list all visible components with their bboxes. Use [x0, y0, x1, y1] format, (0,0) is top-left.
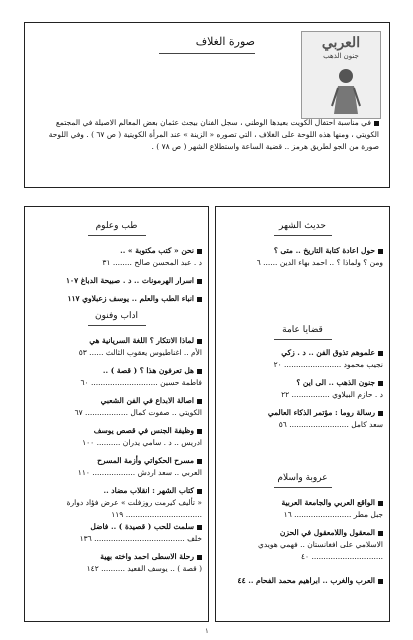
woman-figure-icon	[326, 66, 366, 116]
bullet-icon	[378, 249, 383, 254]
bullet-icon	[378, 411, 383, 416]
bullet-icon	[197, 525, 202, 530]
bullet-icon	[378, 381, 383, 386]
entry-title: علموهم تذوق الفن .. د . زكي	[281, 348, 375, 357]
entry-author-page: ادريس .. د . سامي يدران .......... ١٠٠	[82, 438, 202, 447]
toc-entry[interactable]	[31, 455, 202, 479]
cover-section	[24, 22, 390, 188]
section-title: طب وعلوم	[95, 221, 138, 231]
entry-title: المعقول واللامعقول في الحزن	[279, 528, 375, 537]
toc-entry[interactable]	[31, 521, 202, 545]
cover-description: في مناسبة احتفال الكويت بعيدها الوطني ، سجل الفنان بيجث عثمان بعض المعالم الاصيلة في المجتمع الكويتي ، ومنها هذه اللوحة على الغلاف ، التي تصوره « الزينة » عند المرأة الكويتية ( ص ٦٧ ) . وفي اللوحة صورة من الجو لطريق هرمز .. قضية الساعة واستطلاع الشهر ( ص ٧٨ ) .	[48, 118, 379, 151]
section-rule	[274, 339, 332, 340]
entry-title: العرب والغرب .. ابراهيم محمد الفحام .. ٤٤	[237, 576, 375, 585]
toc-entry[interactable]	[31, 551, 202, 575]
toc-entry[interactable]	[31, 275, 202, 287]
bullet-icon	[197, 297, 202, 302]
entry-title: رسالة روما : مؤتمر الذكاء العالمي	[267, 408, 375, 417]
entry-title: كتاب الشهر : انقلاب مضاد ..	[103, 486, 194, 495]
section-title: حديث الشهر	[279, 221, 326, 231]
toc-entry[interactable]	[31, 245, 202, 269]
entry-author-page: ( قصة ) .. يوسف القعيد .......... ١٤٢	[86, 564, 202, 573]
toc-entry[interactable]	[31, 485, 202, 521]
entry-author-page: العربي .. سعد اردش .................. ١١٠	[77, 468, 202, 477]
toc-entry[interactable]	[222, 575, 383, 587]
entry-title: حول اعادة كتابة التاريخ .. متى ؟	[273, 246, 375, 255]
entry-author-page: سعد كامل ......................... ٥٦	[278, 420, 383, 429]
entry-author-page: خلف ...................................... ١٣٦	[79, 534, 202, 543]
section-rule	[274, 235, 332, 236]
entry-title: اسرار الهرمونات .. د . صبيحة الدباغ ١٠٧	[66, 276, 194, 285]
entry-title: سلمت للحب ( قصيدة ) .. فاضل	[90, 522, 194, 531]
bullet-icon	[197, 429, 202, 434]
entry-author-page: فاطمة حسين ............................ ٦٠	[80, 378, 202, 387]
entry-author-page: الاسلامي على افغانستان .. فهمي هويدي .............................. ٤٠	[257, 540, 383, 561]
toc-entry[interactable]	[222, 245, 383, 269]
section-rule	[88, 325, 146, 326]
entry-author-page: « تأليف كيرمت روزفلت » عرض فؤاد دوارة ................................ ١١٩	[66, 498, 202, 519]
entry-author-page: د . عبد المحسن صالح ........ ٣١	[102, 258, 202, 267]
page-number: ١	[205, 627, 209, 635]
entry-author-page: نجيب محمود ........................ ٢٠	[273, 360, 383, 369]
toc-entry[interactable]	[222, 527, 383, 563]
thumbnail-masthead: العربي	[321, 35, 361, 51]
section-rule	[274, 487, 332, 488]
entry-title: هل تعرفون هذا ؟ ( قصة ) ..	[102, 366, 194, 375]
entry-title: نحن « كتب مكتوبة » ..	[120, 246, 194, 255]
right-column	[215, 206, 390, 622]
bullet-icon	[197, 249, 202, 254]
bullet-icon	[197, 555, 202, 560]
section-title: اداب وفنون	[95, 311, 138, 321]
thumbnail-subtitle: جنون الذهب	[323, 52, 359, 60]
toc-entry[interactable]	[31, 293, 202, 305]
entry-title: انباء الطب والعلم .. يوسف زعبلاوي ١١٧	[67, 294, 194, 303]
toc-entry[interactable]	[222, 497, 383, 521]
section-title: عروبة واسلام	[277, 473, 328, 483]
toc-entry[interactable]	[31, 335, 202, 359]
bullet-icon	[374, 121, 379, 126]
toc-entry[interactable]	[31, 425, 202, 449]
entry-title: وظيفة الجنس في قصص يوسف	[93, 426, 194, 435]
entry-title: مسرح الحكواتي وأزمة المسرح	[97, 456, 194, 465]
left-column	[24, 206, 209, 622]
toc-entry[interactable]	[31, 365, 202, 389]
title-rule	[159, 53, 255, 54]
bullet-icon	[378, 501, 383, 506]
entry-title: اصالة الابداع في الفن الشعبي	[100, 396, 194, 405]
toc-entry[interactable]	[222, 377, 383, 401]
bullet-icon	[197, 489, 202, 494]
bullet-icon	[197, 399, 202, 404]
bullet-icon	[197, 279, 202, 284]
toc-entry[interactable]	[31, 395, 202, 419]
bullet-icon	[378, 579, 383, 584]
bullet-icon	[378, 531, 383, 536]
bullet-icon	[378, 351, 383, 356]
cover-thumbnail	[301, 31, 381, 119]
bullet-icon	[197, 369, 202, 374]
entry-author-page: جبل مطر ........................ ١٦	[283, 510, 383, 519]
entry-title: لماذا الانتكار ؟ اللغة السريانية هي	[89, 336, 194, 345]
entry-title: جنون الذهب .. الى اين ؟	[296, 378, 375, 387]
entry-title: الواقع العربي والجامعة العربية	[281, 498, 375, 507]
entry-title: رحلة الاسطى احمد واخته بهية	[100, 552, 194, 561]
bullet-icon	[197, 459, 202, 464]
section-rule	[88, 235, 146, 236]
cover-title: صورة الغلاف	[195, 35, 255, 48]
toc-entry[interactable]	[222, 407, 383, 431]
bullet-icon	[197, 339, 202, 344]
toc-entry[interactable]	[222, 347, 383, 371]
entry-author-page: الأم .. اغناطيوس يعقوب الثالث ...... ٥٣	[78, 348, 202, 357]
section-title: قضايا عامة	[282, 325, 323, 335]
entry-author-page: الكويتي .. صفوت كمال .................. ٦٧	[74, 408, 202, 417]
entry-author-page: ومن ؟ ولماذا ؟ .. احمد بهاء الدين ...... ٦	[256, 258, 383, 267]
entry-author-page: د . حازم البيلاوي ................ ٢٢	[281, 390, 383, 399]
